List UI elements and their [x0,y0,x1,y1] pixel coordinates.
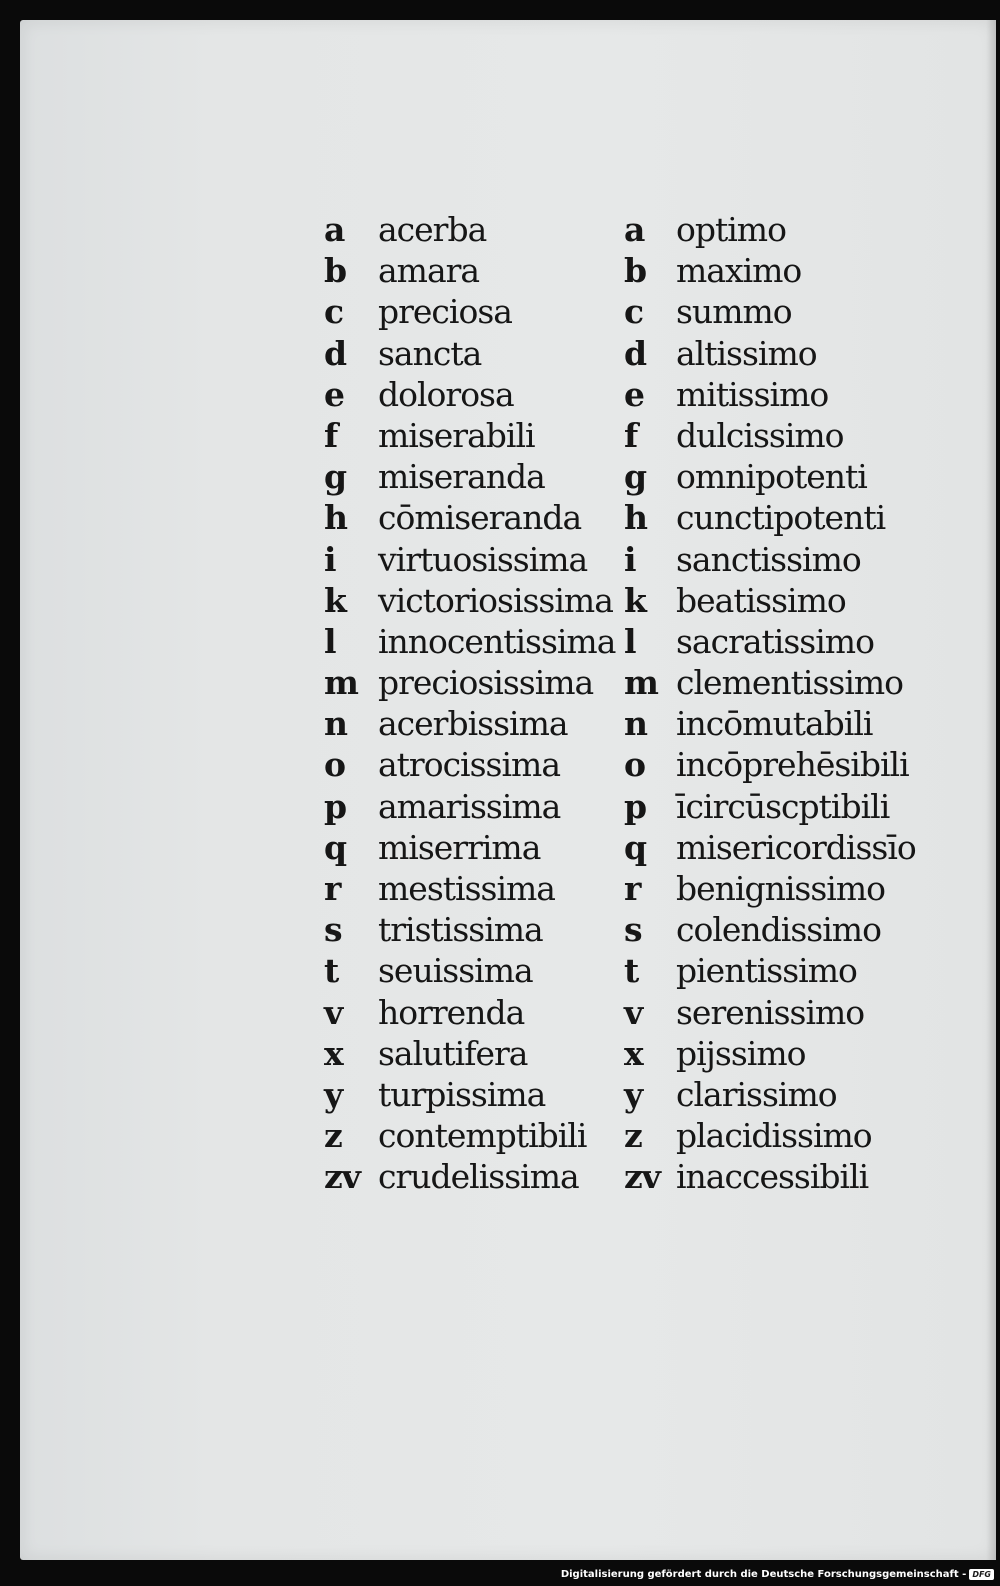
entry-word: seuissima [378,951,533,991]
entry-letter: k [324,580,346,620]
entry-word: horrenda [378,992,525,1032]
entry-word: preciosa [378,292,512,332]
entry-letter: m [324,663,358,703]
entry-letter: y [324,1074,343,1114]
entry-word: miserabili [378,415,535,455]
dfg-logo: DFG [969,1569,994,1580]
entry-letter: b [624,251,647,291]
entry-letter: c [624,292,644,332]
entry-word: mestissima [378,869,555,908]
entry-letter: i [324,539,336,579]
entry-letter: v [324,992,343,1032]
entry-letter: z [624,1116,642,1156]
entry-word: virtuosissima [378,539,588,579]
entry-letter: n [324,704,347,744]
entry-word: sanctissimo [676,539,861,579]
entry-word: īcircūscptibili [676,786,890,826]
entry-letter: s [624,910,642,950]
entry-letter: e [324,374,344,414]
entry-letter: f [624,415,638,455]
entry-letter: z [324,1116,342,1156]
entry-word: salutifera [378,1033,528,1073]
entry-letter: l [324,621,336,661]
entry-letter: r [324,869,341,908]
entry-letter: d [324,333,347,373]
entry-word: incōprehēsibili [676,745,909,785]
entry-letter: h [324,498,347,538]
entry-letter: k [624,580,646,620]
entry-letter: r [624,869,641,908]
credit-text: Digitalisierung gefördert durch die Deutsche Forschungsgemeinschaft - [560,1568,967,1580]
entry-word: preciosissima [378,663,594,703]
entry-word: serenissimo [676,992,865,1032]
entry-word: pientissimo [676,951,857,991]
entry-word: contemptibili [378,1116,587,1156]
entry-letter: p [324,786,347,826]
entry-word: sacratissimo [676,621,874,661]
entry-word: cunctipotenti [676,498,886,538]
entry-letter: x [624,1033,643,1073]
entry-word: placidissimo [676,1116,872,1156]
entry-word: benignissimo [676,869,885,908]
entry-word: acerba [378,210,487,249]
entry-word: amara [378,251,480,291]
entry-word: miseranda [378,457,545,497]
entry-word: clarissimo [676,1074,837,1114]
entry-letter: s [324,910,342,950]
entry-word: innocentissima [378,621,616,661]
entry-letter: c [324,292,344,332]
entry-word: turpissima [378,1074,546,1114]
entry-word: beatissimo [676,580,846,620]
entry-letter: h [624,498,647,538]
entry-letter: y [624,1074,643,1114]
entry-letter: x [324,1033,343,1073]
entry-word: victoriosissima [378,580,613,620]
entry-word: inaccessibili [676,1157,869,1197]
entry-word: acerbissima [378,704,568,744]
entry-letter: f [324,415,338,455]
entry-letter: g [624,457,647,497]
entry-letter: n [624,704,647,744]
entry-word: sancta [378,333,482,373]
entry-word: misericordissīo [676,827,916,867]
entry-word: clementissimo [676,663,904,703]
entry-word: colendissimo [676,910,881,950]
entry-word: dolorosa [378,374,514,414]
entry-letter: q [624,827,647,867]
entry-word: amarissima [378,786,561,826]
entry-letter: t [324,951,339,991]
entry-letter: d [624,333,647,373]
entry-letter: p [624,786,647,826]
book-page [20,20,996,1560]
entry-word: mitissimo [676,374,829,414]
entry-letter: b [324,251,347,291]
entry-word: cōmiseranda [378,498,582,538]
entry-word: optimo [676,210,786,249]
entry-word: summo [676,292,792,332]
entry-letter: g [324,457,347,497]
entry-letter: i [624,539,636,579]
entry-letter: v [624,992,643,1032]
digitization-credit [561,1566,994,1582]
entry-word: miserrima [378,827,541,867]
entry-word: tristissima [378,910,543,950]
entry-letter: t [624,951,639,991]
entry-letter: l [624,621,636,661]
entry-letter: m [624,663,658,703]
entry-word: omnipotenti [676,457,867,497]
entry-word: maximo [676,251,802,291]
entry-letter: q [324,827,347,867]
entry-letter: e [624,374,644,414]
entry-word: pijssimo [676,1033,806,1073]
entry-word: altissimo [676,333,817,373]
entry-letter: zv [624,1157,660,1197]
entry-letter: a [624,210,645,249]
entry-word: crudelissima [378,1157,579,1197]
entry-word: dulcissimo [676,415,844,455]
entry-letter: zv [324,1157,360,1197]
entry-letter: a [324,210,345,249]
entry-letter: o [324,745,346,785]
entry-letter: o [624,745,646,785]
entry-word: atrocissima [378,745,561,785]
entry-word: incōmutabili [676,704,873,744]
